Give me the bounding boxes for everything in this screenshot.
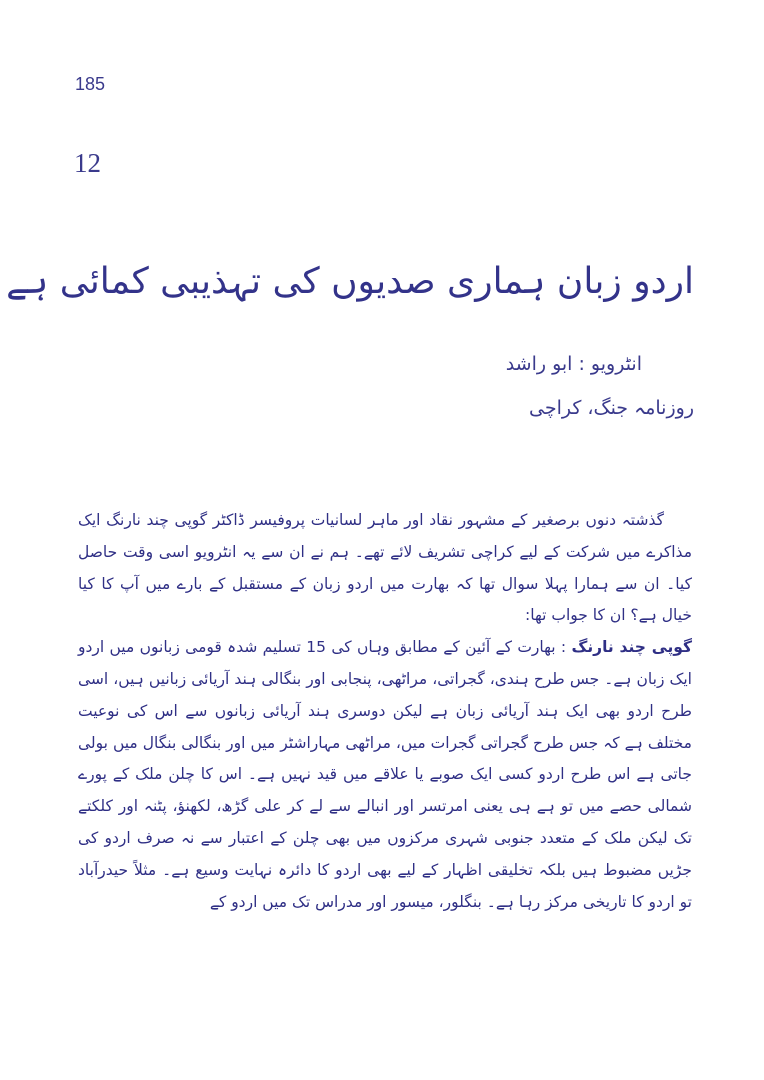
speaker-name: گوپی چند نارنگ: [571, 638, 693, 657]
page-number: 185: [75, 74, 106, 94]
answer-text: : بھارت کے آئین کے مطابق وہاں کی 15 تسلیم شدہ قومی زبانوں میں اردو ایک زبان ہے۔ جس طرح ہندی، گجراتی، مراٹھی، پنجابی اور بنگالی ہند آریائی زبانیں ہیں، اسی طرح اردو بھی ایک ہند آریائی زبان ہے لیکن دوسری ہند آریائی زبانوں سے اس کی نوعیت مختلف ہے کہ جس طرح گجراتی گجرات میں، مراٹھی مہاراشٹر میں اور بنگالی بنگال میں بولی جاتی ہے اس طرح اردو کسی ایک صوبے یا علاقے میں قید نہیں ہے۔ اس کا چلن ملک کے پورے شمالی حصے میں تو ہے ہی یعنی امرتسر اور انبالے سے لے کر علی گڑھ، لکھنؤ، پٹنہ اور کلکتے تک لیکن ملک کے متعدد جنوبی شہری مرکزوں میں بھی چلن کے اعتبار سے نہ صرف اردو کی جڑیں مضبوط ہیں بلکہ تخلیقی اظہار کے لیے بھی اردو کا دائرہ نہایت وسیع ہے۔ مثلاً حیدرآباد تو اردو کا تاریخی مرکز رہا ہے۔ بنگلور، میسور اور مدراس تک میں اردو کے: [78, 638, 692, 911]
interviewer-credit: انٹرویو : ابو راشد: [505, 353, 642, 375]
article-title: اردو زبان ہماری صدیوں کی تہذیبی کمائی ہے: [6, 261, 694, 302]
newspaper-source: روزنامہ جنگ، کراچی: [529, 397, 694, 419]
chapter-number: 12: [74, 148, 101, 178]
intro-paragraph: گذشتہ دنوں برصغیر کے مشہور نقاد اور ماہر لسانیات پروفیسر ڈاکٹر گوپی چند نارنگ ایک مذاکرے میں شرکت کے لیے کراچی تشریف لائے تھے۔ ہم نے ان سے یہ انٹرویو اسی وقت حاصل کیا۔ ان سے ہمارا پہلا سوال تھا کہ بھارت میں اردو زبان کے مستقبل کے بارے میں آپ کا کیا خیال ہے؟ ان کا جواب تھا:: [78, 511, 692, 625]
answer-paragraph: [78, 632, 692, 918]
article-body: [78, 505, 692, 918]
